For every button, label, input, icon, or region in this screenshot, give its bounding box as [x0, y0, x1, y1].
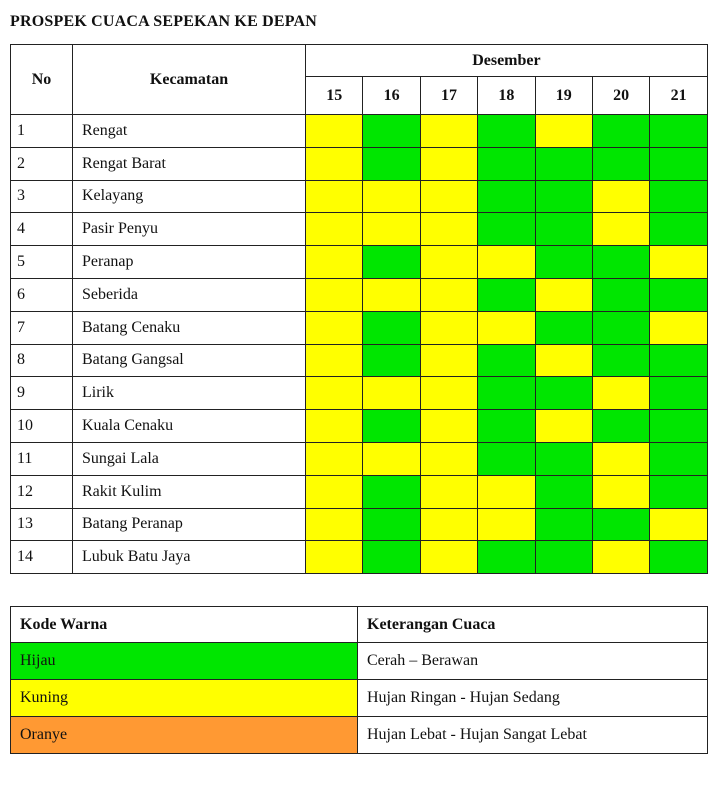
forecast-cell-hijau: [650, 475, 707, 508]
forecast-body: [11, 115, 708, 574]
header-day: 20: [592, 77, 649, 115]
row-number: 1: [11, 115, 73, 148]
table-row: [11, 410, 708, 443]
forecast-cell-kuning: [420, 115, 477, 148]
legend-row: [11, 717, 708, 754]
row-number: 9: [11, 377, 73, 410]
header-no: No: [11, 45, 73, 115]
forecast-cell-kuning: [478, 311, 535, 344]
kecamatan-name: Rakit Kulim: [73, 475, 306, 508]
forecast-cell-hijau: [478, 147, 535, 180]
row-number: 10: [11, 410, 73, 443]
header-day: 15: [306, 77, 363, 115]
forecast-cell-hijau: [650, 147, 707, 180]
forecast-cell-hijau: [363, 147, 420, 180]
forecast-cell-kuning: [592, 442, 649, 475]
forecast-cell-hijau: [478, 410, 535, 443]
forecast-cell-hijau: [650, 410, 707, 443]
forecast-cell-kuning: [592, 475, 649, 508]
header-kecamatan: Kecamatan: [73, 45, 306, 115]
legend-header-desc: Keterangan Cuaca: [358, 607, 708, 643]
header-day: 17: [420, 77, 477, 115]
kecamatan-name: Batang Cenaku: [73, 311, 306, 344]
forecast-cell-hijau: [535, 377, 592, 410]
page-title: PROSPEK CUACA SEPEKAN KE DEPAN: [10, 13, 318, 30]
forecast-cell-hijau: [363, 246, 420, 279]
kecamatan-name: Rengat: [73, 115, 306, 148]
forecast-cell-kuning: [363, 278, 420, 311]
forecast-cell-hijau: [650, 442, 707, 475]
header-day: 18: [478, 77, 535, 115]
row-number: 11: [11, 442, 73, 475]
forecast-cell-hijau: [478, 541, 535, 574]
forecast-cell-hijau: [363, 115, 420, 148]
row-number: 13: [11, 508, 73, 541]
forecast-cell-kuning: [306, 508, 363, 541]
forecast-cell-kuning: [592, 213, 649, 246]
forecast-cell-hijau: [535, 246, 592, 279]
forecast-cell-kuning: [363, 377, 420, 410]
forecast-cell-kuning: [420, 377, 477, 410]
forecast-cell-kuning: [420, 246, 477, 279]
kecamatan-name: Peranap: [73, 246, 306, 279]
forecast-cell-kuning: [306, 410, 363, 443]
legend-description: Hujan Ringan - Hujan Sedang: [358, 680, 708, 717]
forecast-cell-hijau: [592, 508, 649, 541]
table-row: [11, 442, 708, 475]
row-number: 14: [11, 541, 73, 574]
forecast-cell-hijau: [535, 541, 592, 574]
forecast-cell-kuning: [306, 278, 363, 311]
forecast-cell-kuning: [306, 377, 363, 410]
forecast-cell-kuning: [420, 508, 477, 541]
forecast-cell-kuning: [420, 311, 477, 344]
forecast-cell-hijau: [592, 278, 649, 311]
forecast-cell-kuning: [306, 442, 363, 475]
kecamatan-name: Batang Peranap: [73, 508, 306, 541]
forecast-cell-hijau: [592, 147, 649, 180]
forecast-cell-hijau: [650, 213, 707, 246]
forecast-cell-kuning: [306, 180, 363, 213]
table-row: [11, 213, 708, 246]
row-number: 5: [11, 246, 73, 279]
legend-row: [11, 680, 708, 717]
forecast-cell-kuning: [650, 311, 707, 344]
row-number: 12: [11, 475, 73, 508]
legend-color-hijau: Hijau: [11, 643, 358, 680]
forecast-cell-kuning: [363, 180, 420, 213]
legend-body: [11, 643, 708, 754]
forecast-cell-hijau: [650, 278, 707, 311]
forecast-cell-kuning: [592, 541, 649, 574]
forecast-table: [10, 44, 708, 574]
forecast-cell-hijau: [592, 311, 649, 344]
kecamatan-name: Kelayang: [73, 180, 306, 213]
legend-table: [10, 606, 708, 754]
row-number: 4: [11, 213, 73, 246]
forecast-cell-kuning: [650, 246, 707, 279]
forecast-cell-kuning: [306, 147, 363, 180]
table-row: [11, 377, 708, 410]
forecast-cell-hijau: [535, 475, 592, 508]
forecast-cell-kuning: [420, 344, 477, 377]
legend-header-code: Kode Warna: [11, 607, 358, 643]
table-row: [11, 541, 708, 574]
forecast-cell-hijau: [478, 115, 535, 148]
forecast-cell-kuning: [363, 213, 420, 246]
header-day: 19: [535, 77, 592, 115]
forecast-cell-hijau: [592, 115, 649, 148]
kecamatan-name: Batang Gangsal: [73, 344, 306, 377]
kecamatan-name: Lirik: [73, 377, 306, 410]
forecast-cell-kuning: [478, 508, 535, 541]
forecast-cell-hijau: [650, 180, 707, 213]
forecast-cell-kuning: [306, 311, 363, 344]
forecast-cell-kuning: [535, 278, 592, 311]
forecast-cell-hijau: [535, 213, 592, 246]
forecast-cell-hijau: [478, 377, 535, 410]
table-row: [11, 246, 708, 279]
forecast-cell-kuning: [535, 115, 592, 148]
forecast-cell-hijau: [478, 442, 535, 475]
forecast-cell-hijau: [650, 377, 707, 410]
kecamatan-name: Rengat Barat: [73, 147, 306, 180]
forecast-cell-kuning: [420, 180, 477, 213]
forecast-cell-kuning: [420, 475, 477, 508]
forecast-cell-hijau: [363, 508, 420, 541]
row-number: 6: [11, 278, 73, 311]
forecast-cell-hijau: [478, 180, 535, 213]
kecamatan-name: Lubuk Batu Jaya: [73, 541, 306, 574]
forecast-cell-hijau: [535, 147, 592, 180]
forecast-cell-kuning: [420, 278, 477, 311]
forecast-cell-hijau: [592, 410, 649, 443]
forecast-cell-kuning: [420, 541, 477, 574]
kecamatan-name: Pasir Penyu: [73, 213, 306, 246]
header-day: 16: [363, 77, 420, 115]
forecast-cell-hijau: [363, 311, 420, 344]
forecast-cell-hijau: [478, 278, 535, 311]
legend-row: [11, 643, 708, 680]
forecast-cell-kuning: [535, 410, 592, 443]
forecast-cell-hijau: [650, 344, 707, 377]
forecast-cell-kuning: [478, 475, 535, 508]
forecast-cell-kuning: [306, 344, 363, 377]
forecast-cell-kuning: [478, 246, 535, 279]
legend-description: Hujan Lebat - Hujan Sangat Lebat: [358, 717, 708, 754]
forecast-cell-kuning: [650, 508, 707, 541]
forecast-cell-hijau: [363, 475, 420, 508]
forecast-cell-kuning: [306, 115, 363, 148]
legend-description: Cerah – Berawan: [358, 643, 708, 680]
forecast-cell-kuning: [420, 442, 477, 475]
forecast-cell-hijau: [363, 541, 420, 574]
forecast-cell-hijau: [650, 541, 707, 574]
forecast-cell-hijau: [592, 246, 649, 279]
forecast-cell-hijau: [535, 508, 592, 541]
kecamatan-name: Seberida: [73, 278, 306, 311]
forecast-cell-kuning: [306, 475, 363, 508]
forecast-cell-kuning: [535, 344, 592, 377]
forecast-cell-kuning: [592, 180, 649, 213]
forecast-cell-kuning: [306, 213, 363, 246]
table-row: [11, 508, 708, 541]
header-day: 21: [650, 77, 707, 115]
forecast-cell-hijau: [535, 311, 592, 344]
table-row: [11, 311, 708, 344]
legend-color-oranye: Oranye: [11, 717, 358, 754]
forecast-cell-hijau: [363, 344, 420, 377]
forecast-cell-kuning: [592, 377, 649, 410]
table-row: [11, 475, 708, 508]
row-number: 7: [11, 311, 73, 344]
legend-color-kuning: Kuning: [11, 680, 358, 717]
table-row: [11, 147, 708, 180]
kecamatan-name: Kuala Cenaku: [73, 410, 306, 443]
forecast-cell-hijau: [363, 410, 420, 443]
forecast-cell-kuning: [363, 442, 420, 475]
header-month: Desember: [306, 45, 708, 77]
row-number: 3: [11, 180, 73, 213]
forecast-cell-hijau: [535, 442, 592, 475]
forecast-cell-kuning: [420, 147, 477, 180]
table-row: [11, 344, 708, 377]
forecast-cell-hijau: [650, 115, 707, 148]
kecamatan-name: Sungai Lala: [73, 442, 306, 475]
table-row: [11, 278, 708, 311]
table-row: [11, 180, 708, 213]
forecast-cell-hijau: [478, 344, 535, 377]
row-number: 2: [11, 147, 73, 180]
forecast-cell-kuning: [420, 213, 477, 246]
forecast-cell-kuning: [306, 541, 363, 574]
forecast-cell-hijau: [535, 180, 592, 213]
forecast-cell-kuning: [306, 246, 363, 279]
forecast-cell-hijau: [592, 344, 649, 377]
row-number: 8: [11, 344, 73, 377]
table-row: [11, 115, 708, 148]
forecast-cell-hijau: [478, 213, 535, 246]
forecast-cell-kuning: [420, 410, 477, 443]
